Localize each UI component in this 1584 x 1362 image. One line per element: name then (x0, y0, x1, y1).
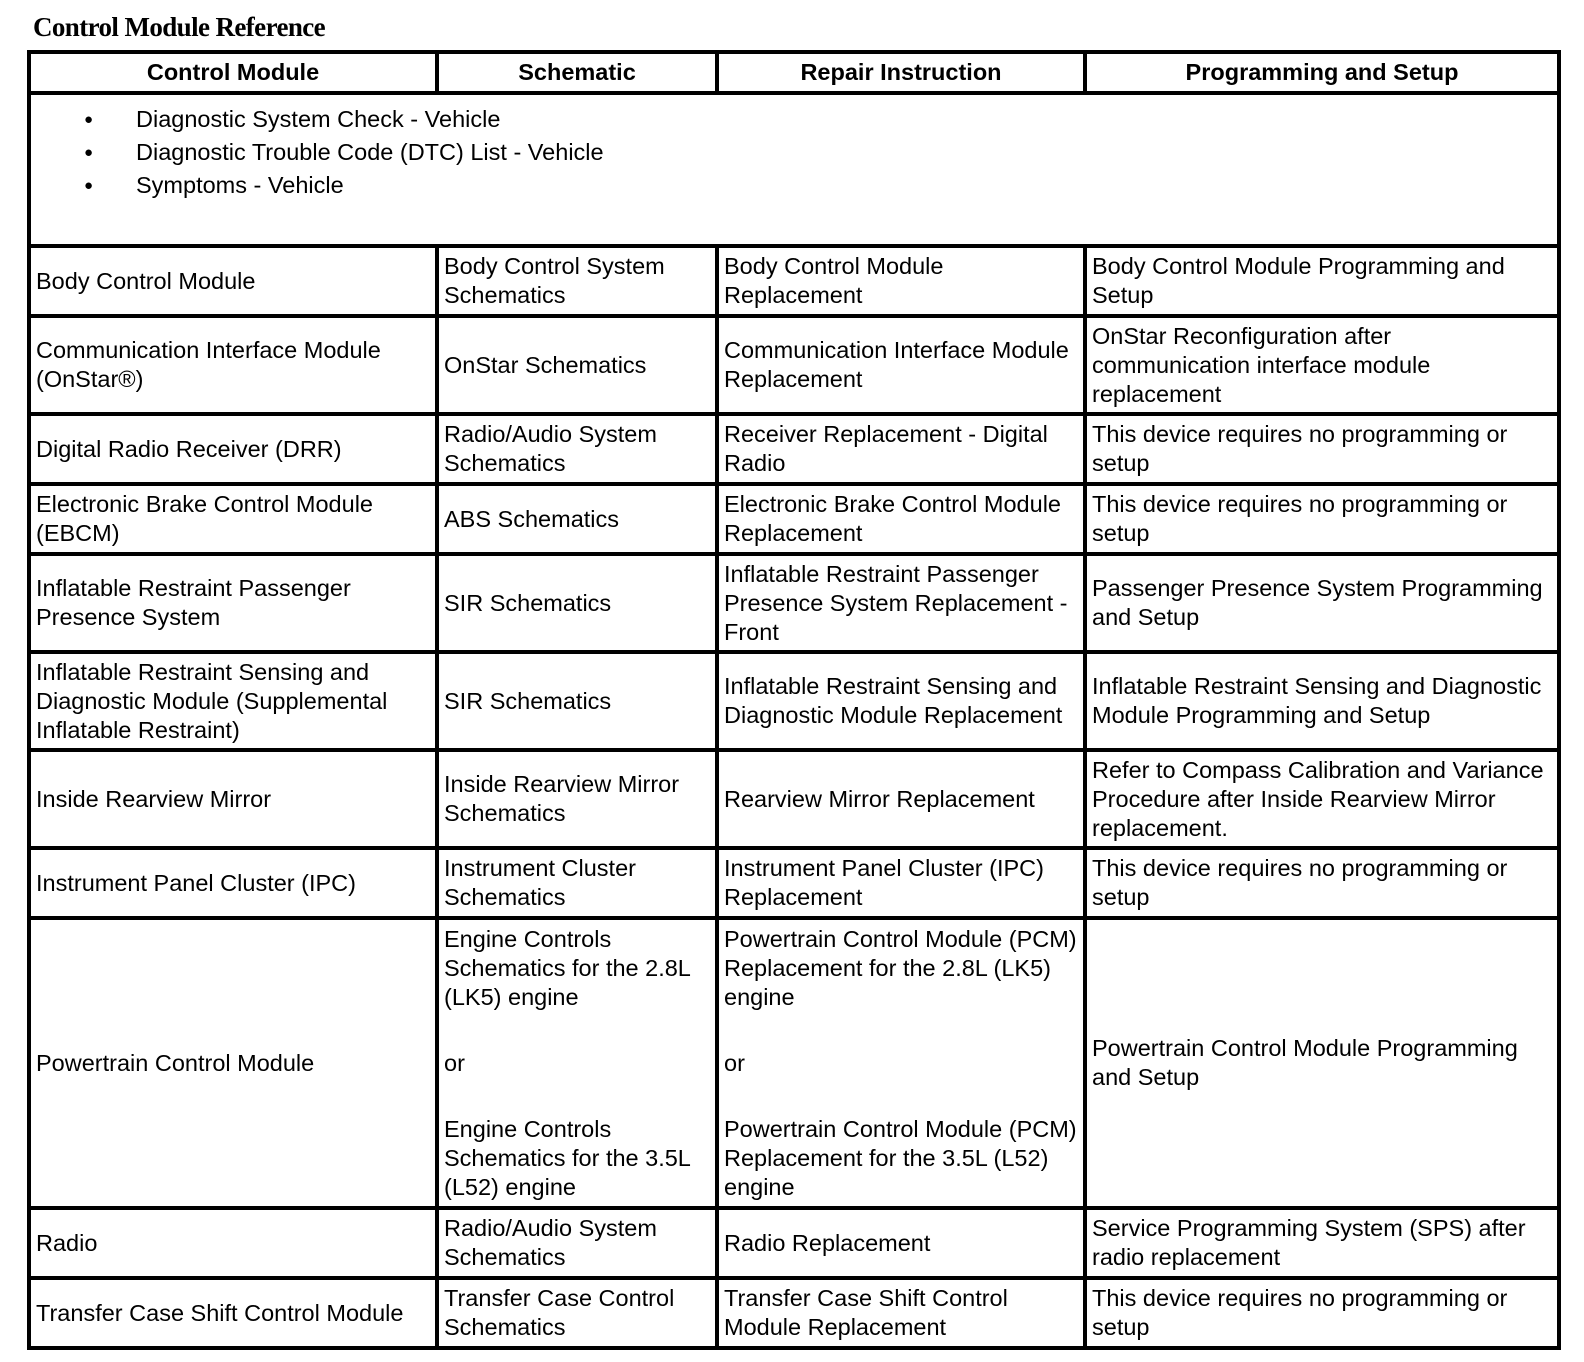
schematic-cell (437, 918, 717, 1208)
module-cell: Inside Rearview Mirror (29, 750, 437, 848)
table-row (29, 652, 1559, 750)
header-repair-instruction: Repair Instruction (717, 52, 1085, 93)
schematic-link[interactable]: Radio/Audio System Schematics (437, 414, 717, 484)
programming-link[interactable]: Service Programming System (SPS) after radio replacement (1085, 1208, 1559, 1278)
control-module-table (27, 50, 1561, 1350)
schematic-link[interactable]: SIR Schematics (437, 554, 717, 652)
header-programming-setup: Programming and Setup (1085, 52, 1559, 93)
repair-link[interactable]: Receiver Replacement - Digital Radio (717, 414, 1085, 484)
module-cell: Instrument Panel Cluster (IPC) (29, 848, 437, 918)
schematic-link[interactable]: ABS Schematics (437, 484, 717, 554)
schematic-link[interactable]: Radio/Audio System Schematics (437, 1208, 717, 1278)
programming-text: This device requires no programming or setup (1085, 484, 1559, 554)
table-row (29, 1208, 1559, 1278)
link-symptoms[interactable]: ● Symptoms - Vehicle (136, 169, 1552, 202)
table-row (29, 414, 1559, 484)
repair-link[interactable]: Radio Replacement (717, 1208, 1085, 1278)
header-schematic: Schematic (437, 52, 717, 93)
programming-text: This device requires no programming or setup (1085, 848, 1559, 918)
table-row (29, 484, 1559, 554)
link-dtc-list[interactable]: ● Diagnostic Trouble Code (DTC) List - Vehicle (136, 136, 1552, 169)
general-links-cell (29, 93, 1559, 246)
programming-link[interactable]: Inflatable Restraint Sensing and Diagnostic Module Programming and Setup (1085, 652, 1559, 750)
programming-link[interactable]: Powertrain Control Module Programming and Setup (1085, 918, 1559, 1208)
programming-text: This device requires no programming or setup (1085, 1278, 1559, 1348)
table-row (29, 554, 1559, 652)
repair-link[interactable]: Transfer Case Shift Control Module Replacement (717, 1278, 1085, 1348)
header-control-module: Control Module (29, 52, 437, 93)
repair-link[interactable]: Body Control Module Replacement (717, 246, 1085, 316)
repair-link[interactable]: Inflatable Restraint Sensing and Diagnostic Module Replacement (717, 652, 1085, 750)
schematic-link[interactable]: Instrument Cluster Schematics (437, 848, 717, 918)
programming-link[interactable]: Refer to Compass Calibration and Variance Procedure after Inside Rearview Mirror replacement. (1085, 750, 1559, 848)
general-links-list (36, 103, 1552, 202)
table-row (29, 1278, 1559, 1348)
module-cell: Inflatable Restraint Sensing and Diagnostic Module (Supplemental Inflatable Restraint) (29, 652, 437, 750)
table-row (29, 848, 1559, 918)
repair-link[interactable]: Electronic Brake Control Module Replacement (717, 484, 1085, 554)
module-cell: Communication Interface Module (OnStar®) (29, 316, 437, 414)
table-row (29, 918, 1559, 1208)
module-cell: Radio (29, 1208, 437, 1278)
programming-link[interactable]: Passenger Presence System Programming and Setup (1085, 554, 1559, 652)
schematic-link[interactable]: Body Control System Schematics (437, 246, 717, 316)
module-cell: Powertrain Control Module (29, 918, 437, 1208)
programming-text: This device requires no programming or setup (1085, 414, 1559, 484)
programming-link[interactable]: Body Control Module Programming and Setup (1085, 246, 1559, 316)
schematic-link-3-5l[interactable]: Engine Controls Schematics for the 3.5L (L52) engine (444, 1115, 691, 1200)
header-row (29, 52, 1559, 93)
repair-link[interactable]: Instrument Panel Cluster (IPC) Replacement (717, 848, 1085, 918)
repair-link-2-8l[interactable]: Powertrain Control Module (PCM) Replacement for the 2.8L (LK5) engine (724, 925, 1077, 1010)
or-text: or (724, 1049, 745, 1076)
link-diagnostic-system-check[interactable]: ● Diagnostic System Check - Vehicle (136, 103, 1552, 136)
general-links-row (29, 93, 1559, 246)
table-row (29, 246, 1559, 316)
schematic-link[interactable]: Inside Rearview Mirror Schematics (437, 750, 717, 848)
repair-cell (717, 918, 1085, 1208)
programming-link[interactable]: OnStar Reconfiguration after communication interface module replacement (1085, 316, 1559, 414)
repair-link-3-5l[interactable]: Powertrain Control Module (PCM) Replacement for the 3.5L (L52) engine (724, 1115, 1077, 1200)
module-cell: Electronic Brake Control Module (EBCM) (29, 484, 437, 554)
schematic-link[interactable]: SIR Schematics (437, 652, 717, 750)
repair-link[interactable]: Communication Interface Module Replacement (717, 316, 1085, 414)
table-row (29, 750, 1559, 848)
repair-link[interactable]: Inflatable Restraint Passenger Presence System Replacement - Front (717, 554, 1085, 652)
schematic-link-2-8l[interactable]: Engine Controls Schematics for the 2.8L (LK5) engine (444, 925, 691, 1010)
schematic-link[interactable]: Transfer Case Control Schematics (437, 1278, 717, 1348)
module-cell: Body Control Module (29, 246, 437, 316)
schematic-link[interactable]: OnStar Schematics (437, 316, 717, 414)
table-row (29, 316, 1559, 414)
module-cell: Digital Radio Receiver (DRR) (29, 414, 437, 484)
page-title: Control Module Reference (33, 12, 326, 42)
module-cell: Transfer Case Shift Control Module (29, 1278, 437, 1348)
repair-link[interactable]: Rearview Mirror Replacement (717, 750, 1085, 848)
or-text: or (444, 1049, 465, 1076)
module-cell: Inflatable Restraint Passenger Presence System (29, 554, 437, 652)
